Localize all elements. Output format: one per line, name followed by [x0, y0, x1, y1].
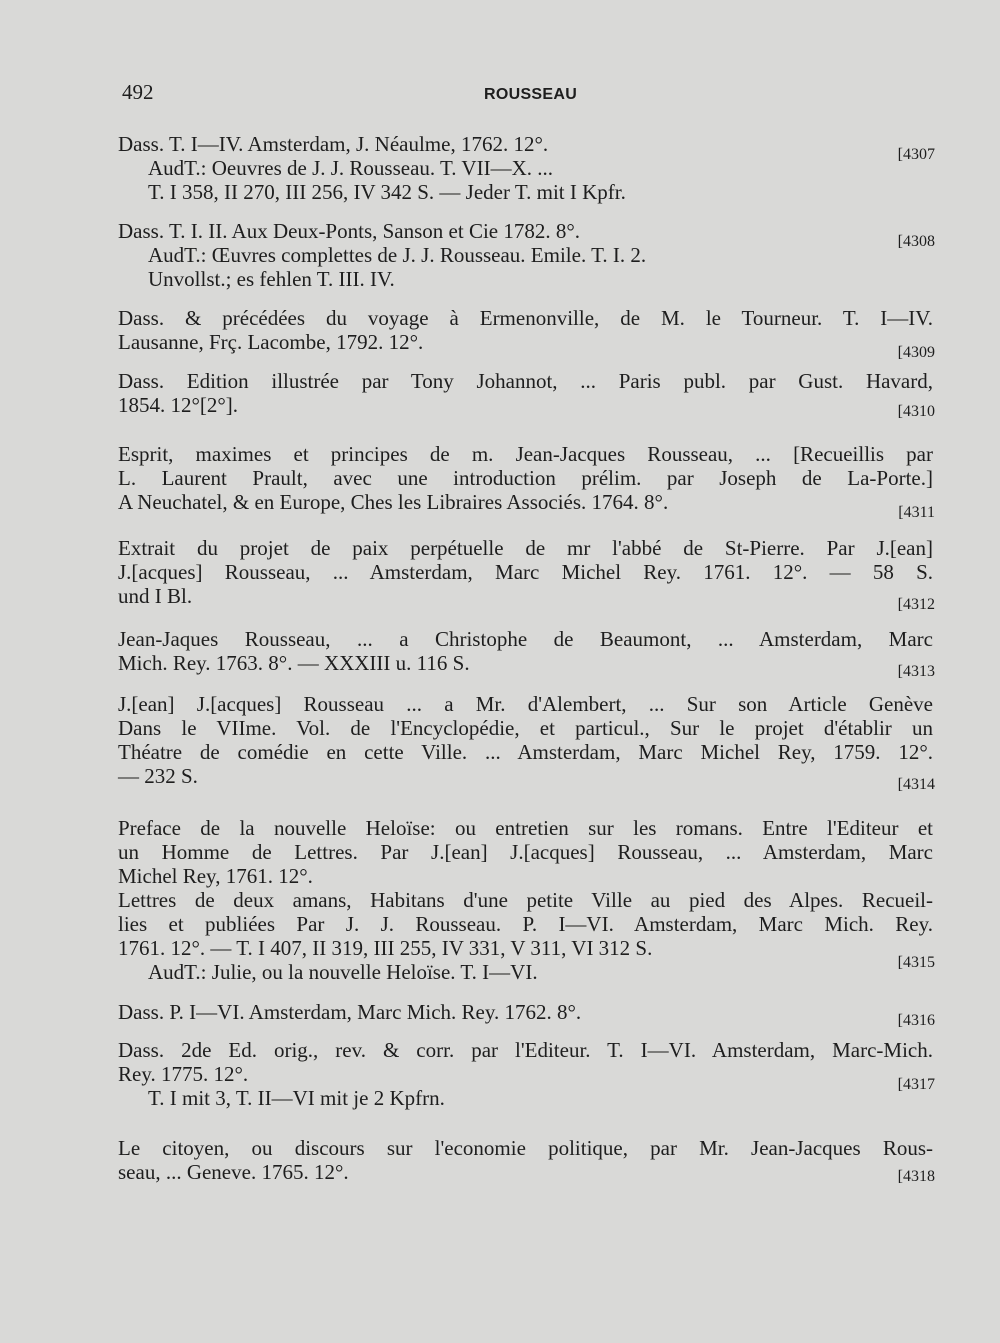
entry-number: [4313: [897, 663, 935, 680]
entry-line: T. I 358, II 270, III 256, IV 342 S. — Jeder T. mit I Kpfr.: [148, 180, 626, 204]
bibliography-entry: [118, 306, 935, 361]
entry-line: J.[ean] J.[acques] Rousseau ... a Mr. d'Alembert, ... Sur son Article Genève: [118, 692, 933, 716]
entry-line: Dans le VIIme. Vol. de l'Encyclopédie, et particul., Sur le projet d'établir un: [118, 716, 933, 740]
entry-number: [4307: [897, 146, 935, 163]
bibliography-entry: [118, 692, 935, 793]
entry-line: AudT.: Julie, ou la nouvelle Heloïse. T. I—VI.: [148, 960, 538, 984]
entry-line: Preface de la nouvelle Heloïse: ou entretien sur les romans. Entre l'Editeur et: [118, 816, 933, 840]
bibliography-entry: [118, 627, 935, 680]
entry-line: Dass. 2de Ed. orig., rev. & corr. par l'Editeur. T. I—VI. Amsterdam, Marc-Mich.: [118, 1038, 933, 1062]
entry-line: un Homme de Lettres. Par J.[ean] J.[acques] Rousseau, ... Amsterdam, Marc: [118, 840, 933, 864]
entry-number: [4311: [898, 504, 935, 521]
entry-line: AudT.: Œuvres complettes de J. J. Rousseau. Emile. T. I. 2.: [148, 243, 647, 267]
entry-line: Mich. Rey. 1763. 8°. — XXXIII u. 116 S.: [118, 651, 470, 675]
entry-number: [4310: [897, 403, 935, 420]
entry-line: Extrait du projet de paix perpétuelle de mr l'abbé de St-Pierre. Par J.[ean]: [118, 536, 933, 560]
entry-line: Dass. P. I—VI. Amsterdam, Marc Mich. Rey. 1762. 8°.: [118, 1000, 582, 1024]
entry-number: [4318: [897, 1168, 935, 1185]
entry-line: und I Bl.: [118, 584, 193, 608]
bibliography-entry: [118, 816, 933, 984]
entry-line: — 232 S.: [118, 764, 198, 788]
entry-number: [4309: [897, 344, 935, 361]
entry-line: Unvollst.; es fehlen T. III. IV.: [148, 267, 395, 291]
entry-number: [4317: [897, 1076, 935, 1093]
entry-line: L. Laurent Prault, avec une introduction prélim. par Joseph de La-Porte.]: [118, 466, 933, 490]
entry-line: lies et publiées Par J. J. Rousseau. P. I—VI. Amsterdam, Marc Mich. Rey.: [118, 912, 933, 936]
bibliography-entry: [118, 1038, 933, 1110]
bibliography-entry: [118, 369, 935, 420]
bibliography-entry: [118, 1000, 935, 1029]
entry-line: Dass. T. I. II. Aux Deux-Ponts, Sanson et Cie 1782. 8°.: [118, 219, 581, 243]
entry-line: seau, ... Geneve. 1765. 12°.: [118, 1160, 349, 1184]
bibliography-entry: [118, 132, 933, 204]
entry-line: 1761. 12°. — T. I 407, II 319, III 255, IV 331, V 311, VI 312 S.: [118, 936, 653, 960]
entry-line: AudT.: Oeuvres de J. J. Rousseau. T. VII—X. ...: [148, 156, 553, 180]
entry-line: Lettres de deux amans, Habitans d'une petite Ville au pied des Alpes. Recueil-: [118, 888, 933, 912]
entry-line: Jean-Jaques Rousseau, ... a Christophe de Beaumont, ... Amsterdam, Marc: [118, 627, 933, 651]
bibliography-entry: [118, 536, 935, 613]
entry-number: [4314: [897, 776, 935, 793]
entry-line: J.[acques] Rousseau, ... Amsterdam, Marc Michel Rey. 1761. 12°. — 58 S.: [118, 560, 933, 584]
entry-line: T. I mit 3, T. II—VI mit je 2 Kpfrn.: [148, 1086, 445, 1110]
entry-line: Esprit, maximes et principes de m. Jean-Jacques Rousseau, ... [Recueillis par: [118, 442, 933, 466]
entry-line: Dass. Edition illustrée par Tony Johannot, ... Paris publ. par Gust. Havard,: [118, 369, 933, 393]
entry-line: Théatre de comédie en cette Ville. ... Amsterdam, Marc Michel Rey, 1759. 12°.: [118, 740, 933, 764]
entry-number: [4315: [897, 954, 935, 971]
entry-line: Rey. 1775. 12°.: [118, 1062, 249, 1086]
bibliography-entry: [118, 219, 933, 291]
entry-number: [4316: [897, 1012, 935, 1029]
entry-number: [4308: [897, 233, 935, 250]
entry-number: [4312: [897, 596, 935, 613]
entry-line: Dass. T. I—IV. Amsterdam, J. Néaulme, 1762. 12°.: [118, 132, 549, 156]
entry-line: Michel Rey, 1761. 12°.: [118, 864, 313, 888]
entry-line: A Neuchatel, & en Europe, Ches les Libraires Associés. 1764. 8°.: [118, 490, 669, 514]
entry-line: Lausanne, Frç. Lacombe, 1792. 12°.: [118, 330, 424, 354]
bibliography-entry: [118, 1136, 933, 1184]
entry-line: Le citoyen, ou discours sur l'economie politique, par Mr. Jean-Jacques Rous-: [118, 1136, 933, 1160]
page-number: 492: [122, 80, 154, 104]
running-title: ROUSSEAU: [484, 86, 578, 103]
entry-line: 1854. 12°[2°].: [118, 393, 239, 417]
entry-line: Dass. & précédées du voyage à Ermenonville, de M. le Tourneur. T. I—IV.: [118, 306, 933, 330]
bibliography-entry: [118, 442, 935, 521]
